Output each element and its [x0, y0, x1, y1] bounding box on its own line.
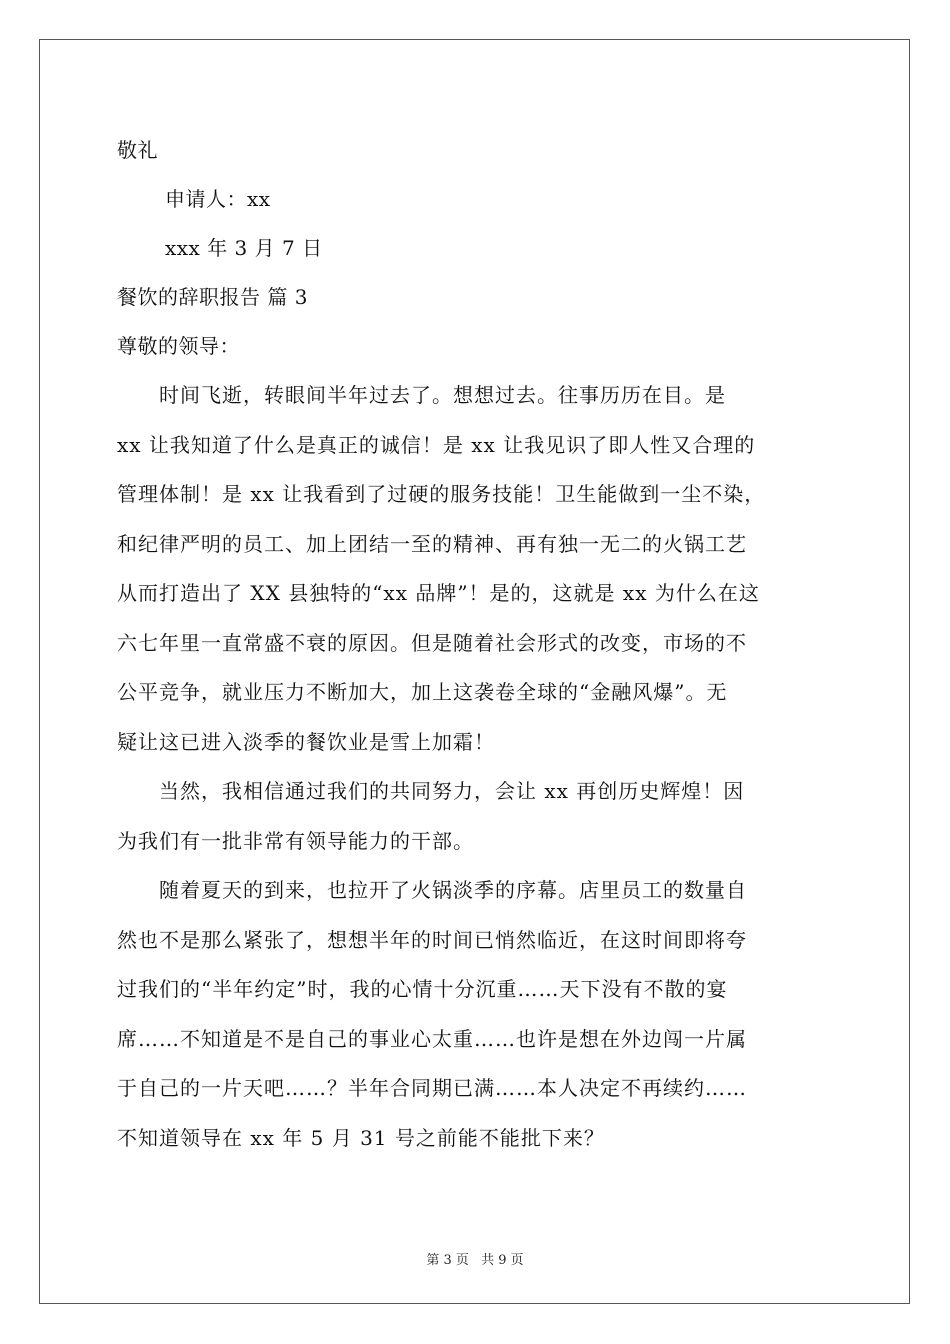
paragraph-line: 不知道领导在 xx 年 5 月 31 号之前能不能批下来？ [117, 1125, 605, 1150]
salutation: 尊敬的领导： [117, 334, 240, 358]
paragraph-line: 管理体制！是 xx 让我看到了过硬的服务技能！卫生能做到一尘不染， [117, 482, 766, 506]
page-number: 第 3 页 [426, 1253, 469, 1268]
paragraph-line: xx 让我知道了什么是真正的诚信！是 xx 让我见识了即人性又合理的 [117, 432, 756, 457]
paragraph-3 [117, 866, 837, 1163]
paragraph-line: 然也不是那么紧张了，想想半年的时间已悄然临近，在这时间即将夸 [117, 927, 747, 952]
letter-closing: 敬礼 [117, 138, 158, 162]
date-line: xxx 年 3 月 7 日 [165, 236, 323, 260]
paragraph-line: 和纪律严明的员工、加上团结一至的精神、再有独一无二的火锅工艺 [117, 531, 747, 556]
paragraph-1 [117, 371, 837, 767]
paragraph-line: 当然，我相信通过我们的共同努力，会让 xx 再创历史辉煌！因 [117, 779, 745, 803]
paragraph-line: 于自己的一片天吧……？半年合同期已满……本人决定不再续约…… [117, 1076, 747, 1100]
document-body [117, 126, 837, 1163]
paragraph-line: 公平竞争，就业压力不断加大，加上这袭卷全球的“金融风爆”。无 [117, 680, 728, 704]
paragraph-line: 六七年里一直常盛不衰的原因。但是随着社会形式的改变，市场的不 [117, 630, 747, 655]
applicant-line: 申请人：xx [165, 187, 271, 211]
paragraph-line: 时间飞逝，转眼间半年过去了。想想过去。往事历历在目。是 [117, 383, 726, 407]
paragraph-2 [117, 767, 837, 866]
paragraph-line: 为我们有一批非常有领导能力的干部。 [117, 828, 474, 853]
paragraph-line: 过我们的“半年约定”时，我的心情十分沉重……天下没有不散的宴 [117, 977, 728, 1001]
page-total: 共 9 页 [481, 1253, 524, 1268]
paragraph-line: 从而打造出了 XX 县独特的“xx 品牌”！是的，这就是 xx 为什么在这 [117, 581, 760, 605]
paragraph-line: 席……不知道是不是自己的事业心太重……也许是想在外边闯一片属 [117, 1026, 747, 1051]
paragraph-line: 疑让这已进入淡季的餐饮业是雪上加霜！ [117, 729, 495, 754]
page-footer [0, 1249, 950, 1268]
section-title: 餐饮的辞职报告 篇 3 [117, 285, 308, 309]
paragraph-line: 随着夏天的到来，也拉开了火锅淡季的序幕。店里员工的数量自 [117, 878, 747, 902]
